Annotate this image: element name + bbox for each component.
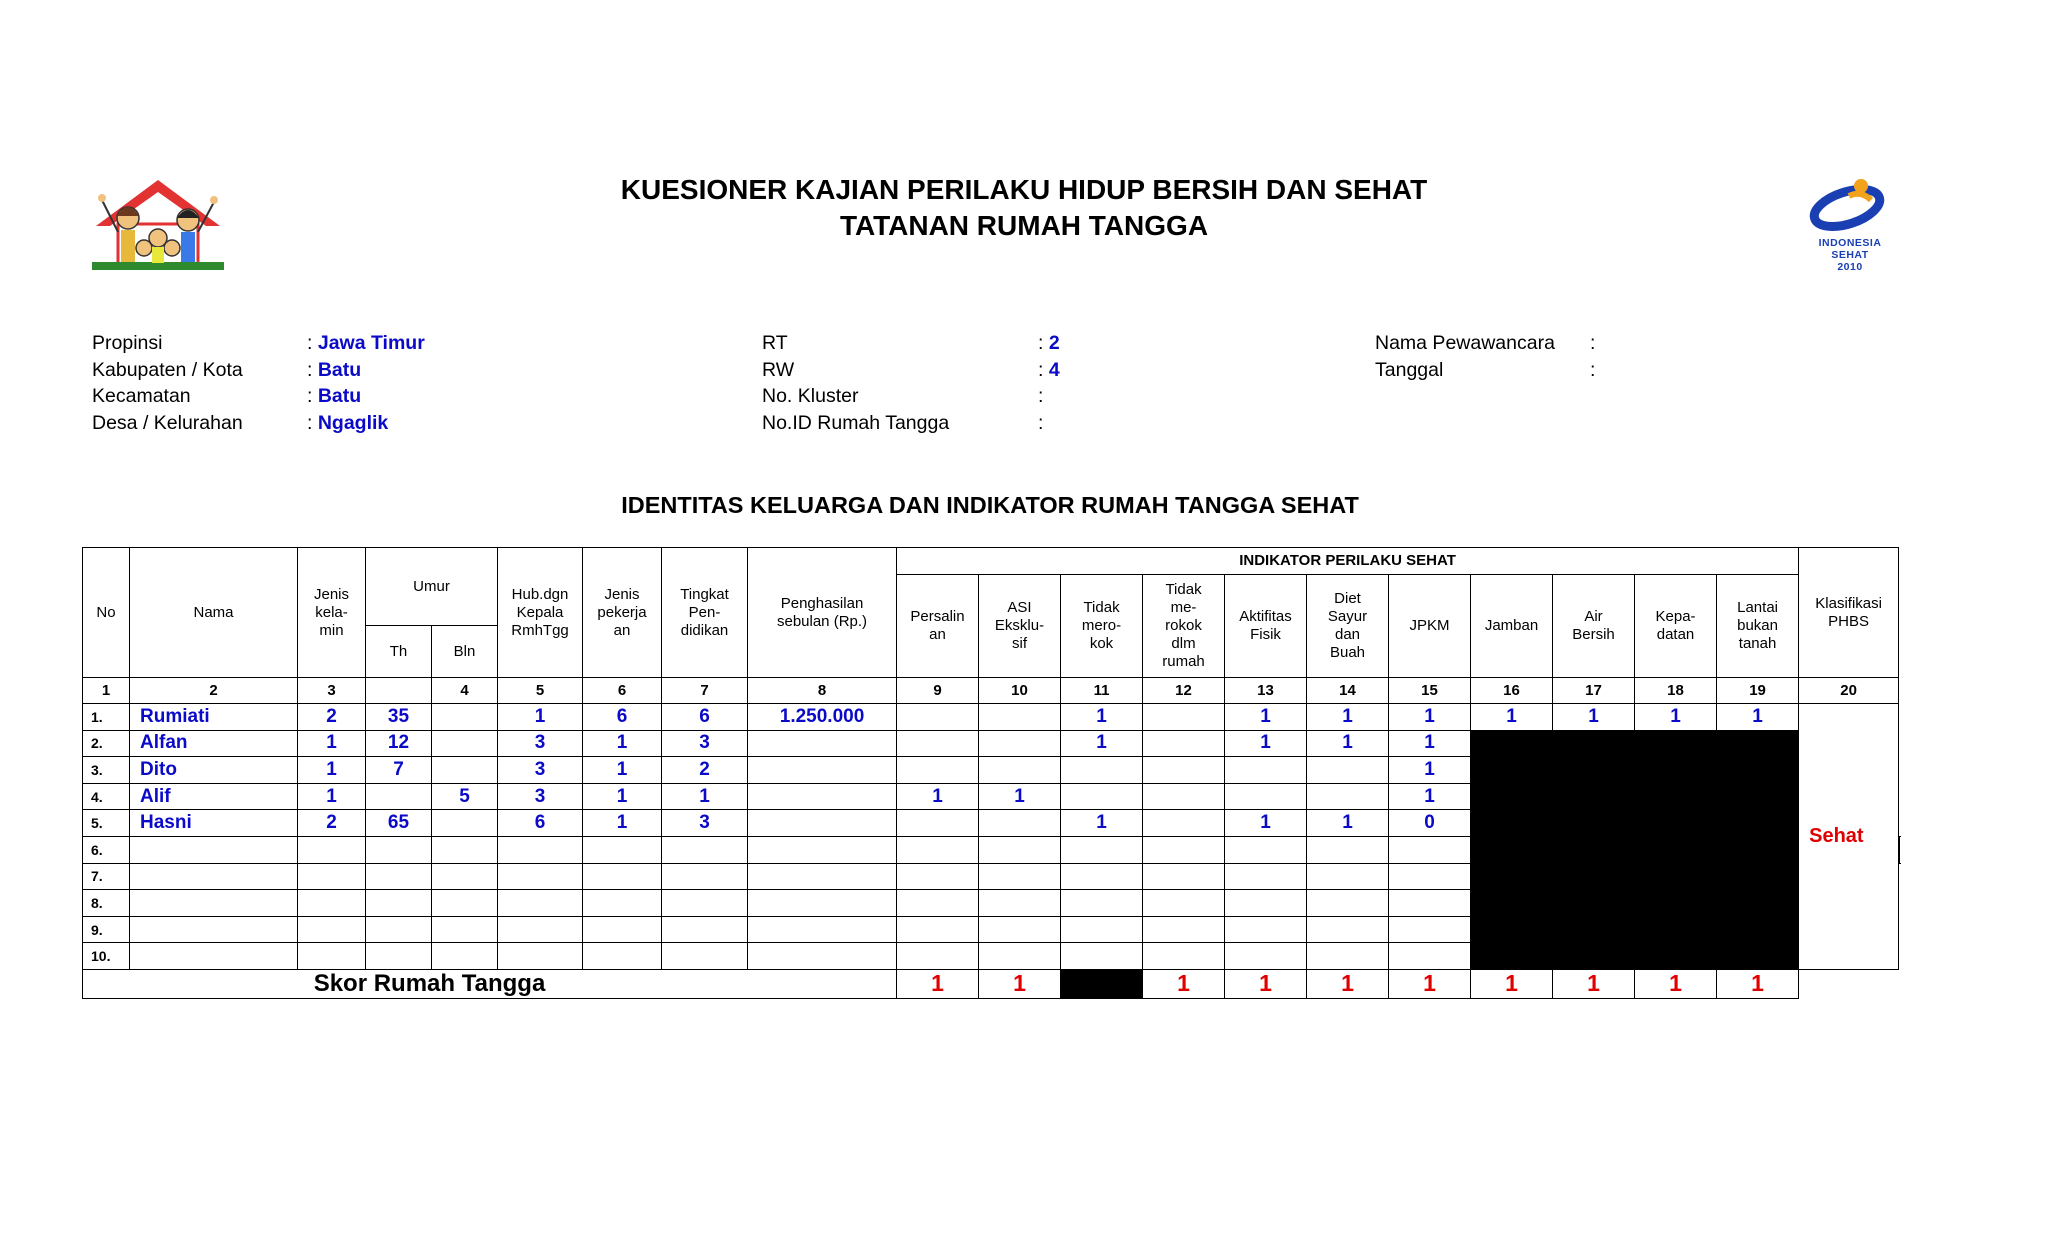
jenis-kelamin-cell (298, 863, 366, 890)
column-number: 11 (1061, 678, 1143, 704)
column-number: 9 (897, 678, 979, 704)
table-row (83, 704, 1900, 731)
row-number-cell: 4. (83, 783, 130, 810)
page-title (0, 172, 2048, 244)
indikator-cell: 1 (1471, 704, 1553, 731)
rw-value: 4 (1048, 358, 1060, 381)
title-line-2: TATANAN RUMAH TANGGA (839, 210, 1209, 241)
header-ind-diet: Diet Sayur dan Buah (1307, 575, 1389, 678)
jenis-pekerjaan-cell: 6 (583, 704, 662, 731)
column-number (366, 678, 432, 704)
umur-th-cell (366, 783, 432, 810)
pendidikan-cell (662, 916, 748, 943)
row-number-cell: 8. (83, 890, 130, 917)
indikator-cell (1143, 863, 1225, 890)
penghasilan-cell (748, 810, 897, 837)
umur-bln-cell (432, 863, 498, 890)
umur-th-cell (366, 863, 432, 890)
umur-th-cell (366, 836, 432, 863)
indikator-cell (1061, 757, 1143, 784)
nama-cell: Dito (130, 757, 298, 784)
header-nama: Nama (130, 548, 298, 678)
title-line-1: KUESIONER KAJIAN PERILAKU HIDUP BERSIH DAN SEHAT (620, 174, 1428, 205)
header-ind-lantai: Lantai bukan tanah (1717, 575, 1799, 678)
umur-bln-cell (432, 943, 498, 970)
penghasilan-cell (748, 757, 897, 784)
hub-kepala-cell: 3 (498, 783, 583, 810)
indikator-cell (897, 943, 979, 970)
indikator-cell (897, 836, 979, 863)
indikator-cell (1143, 943, 1225, 970)
hub-kepala-cell (498, 863, 583, 890)
skor-value: 1 (1717, 969, 1799, 998)
indikator-cell (1143, 704, 1225, 731)
row-number-cell: 1. (83, 704, 130, 731)
umur-th-cell: 65 (366, 810, 432, 837)
hub-kepala-cell: 6 (498, 810, 583, 837)
pendidikan-cell: 3 (662, 810, 748, 837)
umur-bln-cell (432, 836, 498, 863)
indikator-cell (897, 890, 979, 917)
blacked-out-block (1471, 730, 1799, 863)
column-number: 13 (1225, 678, 1307, 704)
logo-text-indonesia: INDONESIA (1818, 237, 1882, 249)
row-number-cell: 3. (83, 757, 130, 784)
logo-text-year: 2010 (1837, 261, 1863, 273)
column-number: 16 (1471, 678, 1553, 704)
indikator-cell (1389, 836, 1471, 863)
column-number: 14 (1307, 678, 1389, 704)
info-block-middle: RT : 2 RW : 4 No. Kluster : No.ID Rumah Tangga : (762, 330, 1060, 436)
indikator-cell: 1 (1389, 730, 1471, 757)
header-ind-tidak-merokok-rumah: Tidak me- rokok dlm rumah (1143, 575, 1225, 678)
indikator-cell: 1 (1389, 757, 1471, 784)
column-number: 20 (1799, 678, 1899, 704)
desa-value: Ngaglik (317, 411, 389, 434)
skor-blacked-cell (1061, 969, 1143, 998)
pendidikan-cell: 2 (662, 757, 748, 784)
hub-kepala-cell: 3 (498, 757, 583, 784)
indikator-cell: 1 (1717, 704, 1799, 731)
column-number: 4 (432, 678, 498, 704)
jenis-kelamin-cell (298, 943, 366, 970)
header-ind-kepadatan: Kepa- datan (1635, 575, 1717, 678)
jenis-kelamin-cell: 1 (298, 730, 366, 757)
indikator-cell (1389, 943, 1471, 970)
indikator-cell (1143, 916, 1225, 943)
umur-th-cell: 7 (366, 757, 432, 784)
jenis-pekerjaan-cell: 1 (583, 783, 662, 810)
row-number-cell: 10. (83, 943, 130, 970)
pendidikan-cell (662, 890, 748, 917)
pendidikan-cell: 1 (662, 783, 748, 810)
column-number-row (83, 678, 1900, 704)
rw-label: RW (762, 358, 795, 381)
jenis-pekerjaan-cell: 1 (583, 810, 662, 837)
column-number: 8 (748, 678, 897, 704)
umur-bln-cell (432, 810, 498, 837)
indikator-cell (1389, 890, 1471, 917)
indikator-cell (897, 810, 979, 837)
info-block-right: Nama Pewawancara : Tanggal : (1375, 330, 1601, 383)
header-ind-jamban: Jamban (1471, 575, 1553, 678)
jenis-pekerjaan-cell: 1 (583, 730, 662, 757)
header-th: Th (366, 626, 432, 678)
indikator-cell (1225, 836, 1307, 863)
indikator-cell (1307, 863, 1389, 890)
header-ind-tidak-merokok: Tidak mero- kok (1061, 575, 1143, 678)
header-klasifikasi: Klasifikasi PHBS (1799, 548, 1899, 678)
skor-value: 1 (1143, 969, 1225, 998)
indikator-cell (1143, 730, 1225, 757)
umur-th-cell (366, 943, 432, 970)
header-bln: Bln (432, 626, 498, 678)
umur-th-cell: 35 (366, 704, 432, 731)
indikator-cell: 1 (1389, 783, 1471, 810)
indikator-cell: 1 (1061, 810, 1143, 837)
pendidikan-cell (662, 836, 748, 863)
column-number: 1 (83, 678, 130, 704)
indikator-cell: 1 (1553, 704, 1635, 731)
section-title: IDENTITAS KELUARGA DAN INDIKATOR RUMAH TANGGA SEHAT (621, 492, 1359, 518)
header-penghasilan: Penghasilan sebulan (Rp.) (748, 548, 897, 678)
nama-cell (130, 916, 298, 943)
indikator-cell (1061, 890, 1143, 917)
indikator-cell (1061, 836, 1143, 863)
indikator-cell (979, 810, 1061, 837)
id-rumah-tangga-label: No.ID Rumah Tangga (762, 411, 950, 434)
header-hub-kepala: Hub.dgn Kepala RmhTgg (498, 548, 583, 678)
column-number: 19 (1717, 678, 1799, 704)
indikator-cell (1307, 916, 1389, 943)
logo-text-sehat: SEHAT (1831, 249, 1869, 261)
skor-value: 1 (1553, 969, 1635, 998)
hub-kepala-cell (498, 916, 583, 943)
indikator-cell (1061, 943, 1143, 970)
info-block-left: Propinsi : Jawa Timur Kabupaten / Kota : Batu Kecamatan : Batu Desa / Kelurahan : Ngaglik (92, 330, 425, 436)
column-number: 2 (130, 678, 298, 704)
indikator-cell: 1 (1307, 704, 1389, 731)
hub-kepala-cell (498, 943, 583, 970)
skor-value: 1 (1635, 969, 1717, 998)
jenis-kelamin-cell (298, 916, 366, 943)
indikator-cell (1225, 943, 1307, 970)
indikator-cell (1307, 943, 1389, 970)
propinsi-label: Propinsi (92, 332, 163, 354)
column-number: 7 (662, 678, 748, 704)
indikator-cell (1307, 757, 1389, 784)
indikator-cell: 1 (1225, 704, 1307, 731)
nama-cell (130, 943, 298, 970)
indikator-cell (1225, 863, 1307, 890)
hub-kepala-cell: 3 (498, 730, 583, 757)
indikator-cell (1307, 783, 1389, 810)
klasifikasi-value: Sehat (1799, 704, 1899, 970)
pewawancara-label: Nama Pewawancara (1375, 332, 1555, 354)
penghasilan-cell (748, 890, 897, 917)
umur-bln-cell (432, 704, 498, 731)
penghasilan-cell (748, 863, 897, 890)
column-number: 17 (1553, 678, 1635, 704)
row-number-cell: 6. (83, 836, 130, 863)
nama-cell (130, 863, 298, 890)
penghasilan-cell (748, 916, 897, 943)
jenis-pekerjaan-cell: 1 (583, 757, 662, 784)
column-number: 12 (1143, 678, 1225, 704)
column-number: 15 (1389, 678, 1471, 704)
header-umur: Umur (366, 548, 498, 626)
row-number-cell: 7. (83, 863, 130, 890)
rt-value: 2 (1048, 332, 1060, 354)
nama-cell: Hasni (130, 810, 298, 837)
column-number: 18 (1635, 678, 1717, 704)
jenis-pekerjaan-cell (583, 890, 662, 917)
kluster-label: No. Kluster (762, 385, 859, 407)
rt-label: RT (762, 332, 788, 354)
header-tingkat-pendidikan: Tingkat Pen- didikan (662, 548, 748, 678)
hub-kepala-cell (498, 836, 583, 863)
header-ind-aktifitas: Aktifitas Fisik (1225, 575, 1307, 678)
umur-bln-cell (432, 890, 498, 917)
nama-cell (130, 836, 298, 863)
umur-bln-cell (432, 916, 498, 943)
header-ind-air-bersih: Air Bersih (1553, 575, 1635, 678)
skor-label: Skor Rumah Tangga (83, 969, 897, 998)
indikator-cell (897, 916, 979, 943)
column-number: 6 (583, 678, 662, 704)
row-number-cell: 9. (83, 916, 130, 943)
blacked-out-block (1471, 863, 1799, 969)
skor-value: 1 (897, 969, 979, 998)
indikator-cell: 1 (1307, 810, 1389, 837)
indikator-cell (1143, 783, 1225, 810)
indikator-cell: 1 (1225, 730, 1307, 757)
hub-kepala-cell (498, 890, 583, 917)
indikator-cell: 1 (1061, 704, 1143, 731)
indikator-cell (979, 890, 1061, 917)
jenis-pekerjaan-cell (583, 916, 662, 943)
header-ind-jpkm: JPKM (1389, 575, 1471, 678)
indikator-cell: 1 (1225, 810, 1307, 837)
skor-row (83, 969, 1900, 998)
kecamatan-value: Batu (317, 385, 362, 407)
penghasilan-cell (748, 730, 897, 757)
pendidikan-cell (662, 863, 748, 890)
row-number-cell: 5. (83, 810, 130, 837)
kabupaten-label: Kabupaten / Kota (92, 358, 243, 381)
kecamatan-label: Kecamatan (92, 385, 191, 407)
nama-cell (130, 890, 298, 917)
indikator-cell (1307, 890, 1389, 917)
indikator-cell (1225, 916, 1307, 943)
pendidikan-cell: 6 (662, 704, 748, 731)
skor-value: 1 (1307, 969, 1389, 998)
umur-th-cell: 12 (366, 730, 432, 757)
indikator-cell (1143, 836, 1225, 863)
skor-value: 1 (1389, 969, 1471, 998)
jenis-kelamin-cell: 2 (298, 810, 366, 837)
indikator-cell (1389, 916, 1471, 943)
indikator-cell (979, 730, 1061, 757)
jenis-kelamin-cell: 1 (298, 757, 366, 784)
indikator-cell (1225, 757, 1307, 784)
hub-kepala-cell: 1 (498, 704, 583, 731)
indikator-cell (897, 730, 979, 757)
indikator-cell (979, 943, 1061, 970)
indikator-cell: 1 (1389, 704, 1471, 731)
header-indikator: INDIKATOR PERILAKU SEHAT (897, 548, 1799, 575)
jenis-pekerjaan-cell (583, 836, 662, 863)
penghasilan-cell: 1.250.000 (748, 704, 897, 731)
indikator-cell: 1 (897, 783, 979, 810)
indikator-cell: 1 (979, 783, 1061, 810)
table-row (83, 730, 1900, 757)
header-no: No (83, 548, 130, 678)
desa-label: Desa / Kelurahan (92, 411, 243, 434)
indikator-cell (979, 704, 1061, 731)
pendidikan-cell (662, 943, 748, 970)
column-number: 3 (298, 678, 366, 704)
nama-cell: Rumiati (130, 704, 298, 731)
indikator-cell: 1 (1307, 730, 1389, 757)
umur-bln-cell (432, 757, 498, 784)
indikator-cell (1061, 783, 1143, 810)
pendidikan-cell: 3 (662, 730, 748, 757)
jenis-kelamin-cell: 1 (298, 783, 366, 810)
kabupaten-value: Batu (317, 358, 362, 381)
indikator-cell (1143, 890, 1225, 917)
skor-value: 1 (979, 969, 1061, 998)
indikator-cell: 0 (1389, 810, 1471, 837)
umur-th-cell (366, 890, 432, 917)
column-number: 10 (979, 678, 1061, 704)
tanggal-label: Tanggal (1375, 358, 1444, 381)
indikator-cell (1061, 863, 1143, 890)
jenis-kelamin-cell (298, 890, 366, 917)
header-jenis-kelamin: Jenis kela- min (298, 548, 366, 678)
indikator-cell (1307, 836, 1389, 863)
header-ind-persalinan: Persalin an (897, 575, 979, 678)
skor-value: 1 (1225, 969, 1307, 998)
indikator-cell (1225, 783, 1307, 810)
indikator-cell (897, 704, 979, 731)
indikator-cell (1225, 890, 1307, 917)
indikator-cell (1389, 863, 1471, 890)
nama-cell: Alif (130, 783, 298, 810)
row-number-cell: 2. (83, 730, 130, 757)
indikator-cell (979, 916, 1061, 943)
header-jenis-pekerjaan: Jenis pekerja an (583, 548, 662, 678)
indikator-cell (1143, 810, 1225, 837)
indikator-cell (1143, 757, 1225, 784)
umur-th-cell (366, 916, 432, 943)
indikator-cell: 1 (1061, 730, 1143, 757)
penghasilan-cell (748, 783, 897, 810)
propinsi-value: Jawa Timur (317, 332, 425, 354)
indikator-cell (1061, 916, 1143, 943)
indikator-cell (979, 836, 1061, 863)
table-row (83, 863, 1900, 890)
jenis-kelamin-cell: 2 (298, 704, 366, 731)
jenis-kelamin-cell (298, 836, 366, 863)
household-table (82, 547, 1900, 999)
indikator-cell: 1 (1635, 704, 1717, 731)
umur-bln-cell (432, 730, 498, 757)
indikator-cell (897, 863, 979, 890)
nama-cell: Alfan (130, 730, 298, 757)
indikator-cell (979, 863, 1061, 890)
header-ind-asi: ASI Eksklu- sif (979, 575, 1061, 678)
penghasilan-cell (748, 836, 897, 863)
umur-bln-cell: 5 (432, 783, 498, 810)
indikator-cell (897, 757, 979, 784)
column-number: 5 (498, 678, 583, 704)
penghasilan-cell (748, 943, 897, 970)
indikator-cell (979, 757, 1061, 784)
skor-value: 1 (1471, 969, 1553, 998)
jenis-pekerjaan-cell (583, 943, 662, 970)
jenis-pekerjaan-cell (583, 863, 662, 890)
